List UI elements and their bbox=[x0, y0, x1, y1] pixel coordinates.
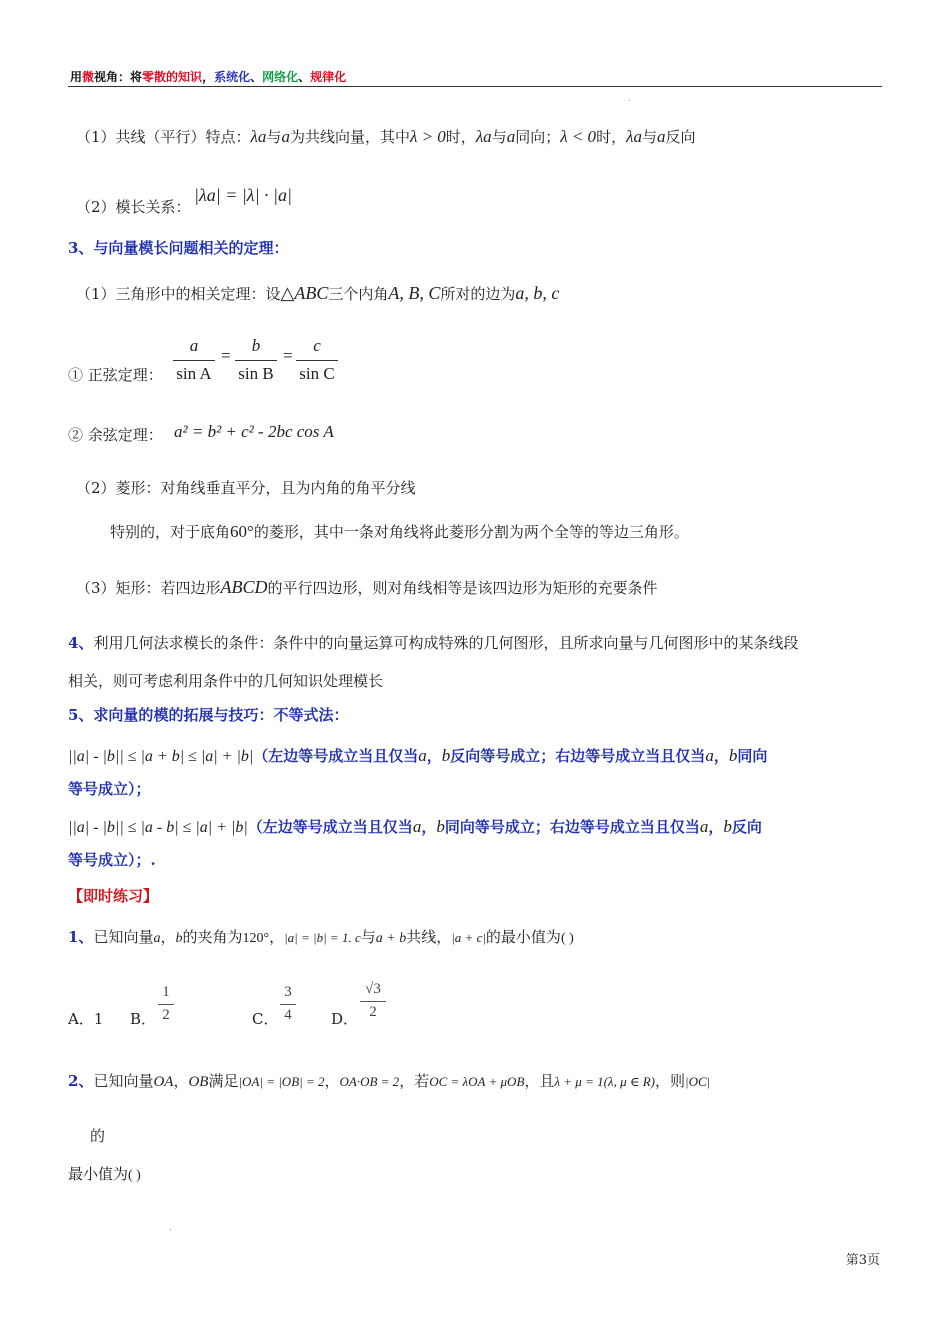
equals-sign: = bbox=[221, 346, 231, 365]
math: λ > 0 bbox=[409, 127, 446, 146]
text: （2）模长关系： bbox=[76, 198, 191, 216]
text: 时， bbox=[596, 128, 627, 146]
text: 同向等号成立；右边等号成立当且仅当 bbox=[444, 818, 700, 836]
header-seg: 视角：将 bbox=[94, 70, 143, 84]
math: a, b, c bbox=[515, 283, 560, 303]
math: △ABC bbox=[280, 283, 329, 303]
math: a bbox=[412, 817, 422, 836]
text: 特别的，对于底角 bbox=[110, 523, 231, 541]
text: 与 bbox=[266, 128, 282, 146]
option-d-fraction bbox=[360, 981, 386, 1021]
sine-fraction-b bbox=[235, 336, 277, 384]
section-number: 4、 bbox=[68, 634, 94, 652]
denominator: sin C bbox=[299, 364, 335, 383]
math: a bbox=[418, 746, 427, 765]
text: 为共线向量，其中 bbox=[289, 128, 410, 146]
text: ，若 bbox=[399, 1072, 430, 1090]
option-b-fraction bbox=[158, 984, 174, 1024]
text: 同向 bbox=[737, 747, 768, 765]
fraction-bar bbox=[360, 1001, 386, 1002]
denominator: 4 bbox=[284, 1007, 292, 1023]
header-seg: 微 bbox=[82, 70, 95, 84]
page-number: 第3页 bbox=[845, 1253, 880, 1268]
math: 60° bbox=[230, 522, 254, 541]
text: 的菱形，其中一条对角线将此菱形分割为两个全等的等边三角形。 bbox=[253, 523, 689, 541]
text: 共线， bbox=[406, 928, 452, 946]
header-seg: 、 bbox=[250, 70, 263, 84]
math: a bbox=[506, 127, 516, 146]
equals-sign: = bbox=[283, 346, 293, 365]
speck bbox=[170, 1229, 171, 1230]
text: ，且 bbox=[524, 1072, 555, 1090]
modulus-line-label bbox=[76, 200, 191, 215]
text: 时， bbox=[445, 128, 476, 146]
math: a bbox=[705, 746, 714, 765]
numerator: 3 bbox=[284, 984, 292, 1000]
text: 同向； bbox=[515, 128, 561, 146]
question-2 bbox=[68, 1074, 710, 1090]
math: 120° bbox=[242, 931, 270, 946]
sine-rule-label: ① 正弦定理： bbox=[68, 366, 163, 384]
text: ， bbox=[324, 1072, 340, 1090]
math: λ + μ = 1(λ, μ ∈ R) bbox=[554, 1074, 655, 1089]
sine-fraction-a bbox=[173, 336, 215, 384]
text: 三个内角 bbox=[328, 285, 389, 303]
text: （1）三角形中的相关定理：设 bbox=[76, 285, 281, 303]
header-seg: 、 bbox=[298, 70, 311, 84]
header-seg: 系统化 bbox=[214, 70, 251, 84]
denominator: 2 bbox=[369, 1004, 377, 1020]
math: b bbox=[436, 817, 445, 836]
math: OC = λOA + μOB bbox=[429, 1074, 525, 1089]
numerator: c bbox=[313, 336, 321, 355]
math: OA·OB = 2 bbox=[339, 1074, 400, 1089]
fraction-bar bbox=[235, 360, 277, 361]
numerator: a bbox=[189, 336, 199, 355]
text: 的平行四边形，则对角线相等是该四边形为矩形的充要条件 bbox=[267, 579, 658, 597]
math: ABCD bbox=[220, 577, 268, 597]
text: 反向 bbox=[665, 128, 696, 146]
math: OA bbox=[153, 1074, 174, 1090]
math: λ < 0 bbox=[560, 127, 597, 146]
math: ||a| - |b|| ≤ |a + b| ≤ |a| + |b| bbox=[68, 748, 254, 765]
math: a bbox=[153, 931, 161, 946]
header-seg: 规律化 bbox=[310, 70, 347, 84]
cosine-rule-label: ② 余弦定理： bbox=[68, 426, 163, 444]
text: （3）矩形：若四边形 bbox=[76, 579, 221, 597]
text: 与 bbox=[641, 128, 657, 146]
header-seg: 用 bbox=[70, 70, 83, 84]
option-c-fraction bbox=[280, 984, 296, 1024]
math: λa bbox=[250, 127, 267, 146]
text: 反向 bbox=[731, 818, 762, 836]
answer-blank: ( ) bbox=[560, 931, 574, 946]
question-number: 2、 bbox=[68, 1072, 94, 1090]
math: a bbox=[699, 817, 709, 836]
text: 反向等号成立；右边等号成立当且仅当 bbox=[450, 747, 706, 765]
question-2-cont: 的 bbox=[90, 1127, 106, 1145]
option-a: A．1 bbox=[68, 1010, 104, 1028]
text: （左边等号成立当且仅当 bbox=[253, 747, 419, 765]
math: λa bbox=[475, 127, 492, 146]
text: ，则 bbox=[655, 1072, 686, 1090]
header-seg: 零散的知识 bbox=[142, 70, 203, 84]
section-4-line2: 相关，则可考虑利用条件中的几何知识处理模长 bbox=[68, 672, 384, 690]
rectangle-line bbox=[76, 578, 658, 596]
section-5-title: 5、求向量的模的拓展与技巧：不等式法： bbox=[68, 706, 349, 724]
math: λa bbox=[626, 127, 642, 146]
text: （左边等号成立当且仅当 bbox=[247, 818, 413, 836]
collinear-line bbox=[76, 128, 695, 145]
text: 满足 bbox=[208, 1072, 239, 1090]
math: |a| = |b| = 1. c bbox=[284, 930, 361, 945]
denominator: sin B bbox=[238, 364, 274, 383]
fraction-bar bbox=[158, 1004, 174, 1005]
text: ， bbox=[713, 747, 729, 765]
math: b bbox=[728, 746, 738, 765]
math: a bbox=[656, 127, 666, 146]
denominator: sin A bbox=[176, 364, 212, 383]
section-4-line1 bbox=[68, 636, 798, 651]
text: 已知向量 bbox=[93, 928, 154, 946]
rhombus-special-line bbox=[110, 523, 689, 540]
answer-blank: ( ) bbox=[128, 1168, 141, 1183]
text: 与 bbox=[491, 128, 507, 146]
math: OB bbox=[188, 1074, 209, 1090]
cosine-rule-formula: a² = b² + c² - 2bc cos A bbox=[174, 422, 334, 441]
triangle-theorem-line bbox=[76, 284, 559, 302]
speck bbox=[629, 100, 630, 101]
math: b bbox=[175, 931, 183, 946]
header-seg: ， bbox=[202, 70, 215, 84]
text: ， bbox=[426, 747, 442, 765]
text: 最小值为 bbox=[68, 1165, 129, 1183]
question-1 bbox=[68, 930, 574, 946]
numerator: 1 bbox=[162, 984, 170, 1000]
modulus-formula: |λa| = |λ| · |a| bbox=[194, 185, 292, 205]
math: ||a| - |b|| ≤ |a - b| ≤ |a| + |b| bbox=[68, 819, 248, 836]
text: ， bbox=[421, 818, 437, 836]
fraction-bar bbox=[280, 1004, 296, 1005]
inequality-1-end: 等号成立）； bbox=[68, 780, 151, 798]
section-3-title: 3、与向量模长问题相关的定理： bbox=[68, 239, 289, 257]
text: ， bbox=[160, 928, 176, 946]
math: |OA| = |OB| = 2 bbox=[238, 1074, 325, 1089]
inequality-1 bbox=[68, 747, 767, 765]
text: 与 bbox=[360, 928, 376, 946]
header-slogan bbox=[70, 68, 346, 85]
numerator: √3 bbox=[365, 981, 381, 997]
text: ， bbox=[708, 818, 724, 836]
math: |a + c| bbox=[451, 930, 486, 945]
text: ， bbox=[269, 928, 285, 946]
math: b bbox=[723, 817, 732, 836]
header-seg: 网络化 bbox=[262, 70, 299, 84]
denominator: 2 bbox=[162, 1007, 170, 1023]
math: b bbox=[441, 746, 451, 765]
inequality-2 bbox=[68, 818, 762, 836]
text: 的夹角为 bbox=[182, 928, 243, 946]
inequality-2-end: 等号成立）；. bbox=[68, 851, 156, 869]
text: ， bbox=[173, 1072, 189, 1090]
rhombus-line: （2）菱形：对角线垂直平分，且为内角的角平分线 bbox=[76, 479, 416, 497]
option-c-label: C． bbox=[252, 1010, 279, 1028]
question-2-end bbox=[68, 1167, 141, 1183]
text: 的最小值为 bbox=[485, 928, 561, 946]
math: |OC| bbox=[685, 1074, 711, 1089]
text: 利用几何法求模长的条件：条件中的向量运算可构成特殊的几何图形，且所求向量与几何图形中的某条线段 bbox=[93, 634, 799, 652]
text: 已知向量 bbox=[93, 1072, 154, 1090]
fraction-bar bbox=[173, 360, 215, 361]
numerator: b bbox=[251, 336, 261, 355]
practice-title: 【即时练习】 bbox=[68, 887, 159, 905]
question-number: 1、 bbox=[68, 928, 94, 946]
sine-fraction-c bbox=[296, 336, 338, 384]
header-rule bbox=[68, 86, 882, 87]
math: A, B, C bbox=[388, 283, 441, 303]
text: （1）共线（平行）特点： bbox=[76, 128, 251, 146]
math: a bbox=[281, 127, 290, 146]
fraction-bar bbox=[296, 360, 338, 361]
math: a + b bbox=[375, 931, 407, 946]
option-b-label: B． bbox=[130, 1010, 157, 1028]
text: 所对的边为 bbox=[440, 285, 516, 303]
option-d-label: D． bbox=[331, 1010, 359, 1028]
